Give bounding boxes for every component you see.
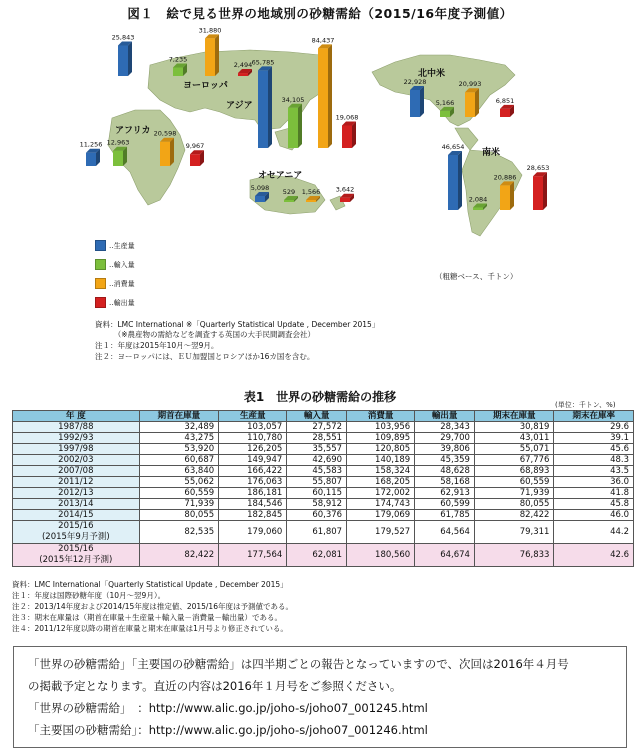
table-cell: 43,011 bbox=[474, 433, 553, 444]
table-cell: 36.0 bbox=[554, 477, 634, 488]
bar-south_america-exports bbox=[533, 172, 547, 210]
table-title: 表1 世界の砂糖需給の推移 bbox=[243, 390, 397, 404]
value-label-europe-production: 25,843 bbox=[111, 33, 135, 42]
table-cell: 80,055 bbox=[139, 510, 218, 521]
row-year: 2015/16 (2015年9月予測) bbox=[13, 521, 140, 544]
bar-south_america-consumption bbox=[500, 181, 514, 210]
table-cell: 158,324 bbox=[347, 466, 415, 477]
table-cell: 68,893 bbox=[474, 466, 553, 477]
row-year: 2015/16 (2015年12月予測) bbox=[13, 544, 140, 567]
bar-africa-imports bbox=[113, 147, 127, 166]
legend-imports-label: ‥輸入量 bbox=[109, 260, 135, 269]
table-row bbox=[13, 521, 634, 544]
bar-side bbox=[170, 138, 174, 166]
info-line-1: 「世界の砂糖需給」「主要国の砂糖需給」は四半期ごとの報告となっていますので、次回は2016年４月号 bbox=[28, 657, 569, 671]
table-cell: 62,913 bbox=[415, 488, 475, 499]
value-label-europe-exports: 2,494 bbox=[233, 61, 253, 70]
table-cell: 60,376 bbox=[287, 510, 347, 521]
bar-side bbox=[268, 66, 272, 148]
bar-front bbox=[113, 151, 123, 166]
bar-front bbox=[340, 198, 350, 202]
table-cell: 53,920 bbox=[139, 444, 218, 455]
table-row bbox=[13, 444, 634, 455]
table-note-3: 注３：期末在庫量は（期首在庫量＋生産量＋輸入量－消費量－輸出量）である。 bbox=[12, 613, 282, 622]
table-cell: 43,275 bbox=[139, 433, 218, 444]
figure-unit-note: （粗糖ベース、千トン） bbox=[435, 272, 518, 281]
bar-front bbox=[448, 155, 458, 210]
table-cell: 184,546 bbox=[219, 499, 287, 510]
table-row bbox=[13, 477, 634, 488]
value-label-asia-imports: 34,105 bbox=[281, 95, 305, 104]
table-note-1: 注１：年度は国際砂糖年度（10月～翌9月）。 bbox=[12, 591, 166, 600]
bar-asia-exports bbox=[342, 121, 356, 148]
row-year: 1997/98 bbox=[13, 444, 140, 455]
value-label-north_america-production: 22,928 bbox=[403, 77, 427, 86]
value-label-south_america-consumption: 20,886 bbox=[493, 173, 517, 182]
table-cell: 180,560 bbox=[347, 544, 415, 567]
table-cell: 172,002 bbox=[347, 488, 415, 499]
value-label-south_america-imports: 2,084 bbox=[468, 195, 488, 204]
table-cell: 110,780 bbox=[219, 433, 287, 444]
legend-consumption-label: ‥消費量 bbox=[109, 279, 135, 288]
table-cell: 29,700 bbox=[415, 433, 475, 444]
table-cell: 82,422 bbox=[474, 510, 553, 521]
region-label-europe: ヨーロッパ bbox=[183, 81, 228, 91]
table-cell: 39.1 bbox=[554, 433, 634, 444]
bar-front bbox=[205, 38, 215, 76]
table-cell: 79,311 bbox=[474, 521, 553, 544]
table-body bbox=[13, 422, 634, 567]
legend-production-label: ‥生産量 bbox=[109, 241, 135, 250]
bar-asia-consumption bbox=[318, 44, 332, 148]
bar-side bbox=[215, 34, 219, 76]
value-label-asia-consumption: 84,437 bbox=[311, 36, 335, 45]
bar-front bbox=[173, 67, 183, 76]
bar-front bbox=[160, 142, 170, 166]
bar-north_america-consumption bbox=[465, 88, 479, 117]
table-cell: 64,674 bbox=[415, 544, 475, 567]
value-label-africa-exports: 9,967 bbox=[185, 142, 205, 151]
table-cell: 60,687 bbox=[139, 455, 218, 466]
value-label-europe-imports: 7,235 bbox=[168, 55, 188, 64]
table-note-2: 注２：2013/14年度および2014/15年度は推定値、2015/16年度は予測値である。 bbox=[12, 602, 293, 611]
table-cell: 45.8 bbox=[554, 499, 634, 510]
table-cell: 32,489 bbox=[139, 422, 218, 433]
table-cell: 182,845 bbox=[219, 510, 287, 521]
legend-imports bbox=[95, 259, 135, 270]
table-cell: 82,422 bbox=[139, 544, 218, 567]
legend-production bbox=[95, 240, 135, 251]
table-cell: 28,343 bbox=[415, 422, 475, 433]
table-cell: 177,564 bbox=[219, 544, 287, 567]
table-cell: 168,205 bbox=[347, 477, 415, 488]
table-cell: 71,939 bbox=[139, 499, 218, 510]
value-label-oceania-exports: 3,642 bbox=[335, 185, 355, 194]
bar-side bbox=[510, 181, 514, 210]
bar-side bbox=[458, 151, 462, 210]
value-label-asia-production: 65,785 bbox=[251, 58, 275, 67]
table-cell: 63,840 bbox=[139, 466, 218, 477]
bar-front bbox=[500, 185, 510, 210]
bar-front bbox=[465, 92, 475, 117]
table-row bbox=[13, 499, 634, 510]
table-cell: 80,055 bbox=[474, 499, 553, 510]
value-label-north_america-consumption: 20,993 bbox=[458, 80, 482, 89]
figure-note-1: 注１：年度は2015年10月～翌9月。 bbox=[95, 341, 219, 350]
info-link-world[interactable]: 「世界の砂糖需給」 ：http://www.alic.go.jp/joho-s/joho07_001245.html bbox=[28, 701, 428, 715]
bar-north_america-production bbox=[410, 86, 424, 117]
bar-front bbox=[410, 90, 420, 117]
bar-front bbox=[318, 48, 328, 148]
bar-asia-production bbox=[258, 66, 272, 148]
legend-imports-swatch bbox=[95, 259, 106, 270]
table-cell: 62,081 bbox=[287, 544, 347, 567]
bar-side bbox=[420, 86, 424, 117]
table-cell: 149,947 bbox=[219, 455, 287, 466]
value-label-oceania-production: 5,098 bbox=[250, 183, 270, 192]
value-label-europe-consumption: 31,880 bbox=[198, 26, 222, 35]
bar-front bbox=[238, 73, 248, 76]
table-cell: 186,181 bbox=[219, 488, 287, 499]
bar-europe-production bbox=[118, 42, 132, 76]
table-cell: 42.6 bbox=[554, 544, 634, 567]
figure-title: 図１ 絵で見る世界の地域別の砂糖需給（2015/16年度予測値） bbox=[127, 6, 513, 21]
table-cell: 179,060 bbox=[219, 521, 287, 544]
table-cell: 42,690 bbox=[287, 455, 347, 466]
bar-africa-production bbox=[86, 149, 100, 166]
value-label-oceania-imports: 529 bbox=[282, 188, 296, 196]
table-row bbox=[13, 544, 634, 567]
table-cell: 82,535 bbox=[139, 521, 218, 544]
table-source: 資料：LMC International「Quarterly Statistical Update , December 2015」 bbox=[12, 580, 288, 589]
table-cell: 29.6 bbox=[554, 422, 634, 433]
row-year: 2014/15 bbox=[13, 510, 140, 521]
bar-front bbox=[306, 200, 316, 202]
bar-front bbox=[258, 70, 268, 148]
table-cell: 103,057 bbox=[219, 422, 287, 433]
legend-exports bbox=[95, 297, 135, 308]
table-cell: 48,628 bbox=[415, 466, 475, 477]
table-cell: 35,557 bbox=[287, 444, 347, 455]
legend-consumption bbox=[95, 278, 135, 289]
row-year: 2012/13 bbox=[13, 488, 140, 499]
sugar-supply-table bbox=[12, 410, 634, 567]
table-cell: 176,063 bbox=[219, 477, 287, 488]
info-box bbox=[13, 646, 627, 748]
legend-exports-swatch bbox=[95, 297, 106, 308]
table-cell: 45.6 bbox=[554, 444, 634, 455]
region-label-asia: アジア bbox=[226, 101, 253, 111]
table-cell: 55,807 bbox=[287, 477, 347, 488]
bar-side bbox=[475, 88, 479, 117]
legend-exports-label: ‥輸出量 bbox=[109, 298, 135, 307]
value-label-north_america-imports: 5,166 bbox=[435, 98, 455, 107]
value-label-oceania-consumption: 1,566 bbox=[301, 188, 321, 196]
figure-source-2: （※農産物の需給などを調査する英国の大手民間調査会社） bbox=[95, 330, 316, 339]
column-header: 期首在庫量 bbox=[139, 411, 218, 422]
bar-side bbox=[328, 44, 332, 148]
table-cell: 140,189 bbox=[347, 455, 415, 466]
bar-south_america-production bbox=[448, 151, 462, 210]
bar-front bbox=[473, 208, 483, 210]
bar-front bbox=[342, 125, 352, 148]
table-row bbox=[13, 455, 634, 466]
table-cell: 166,422 bbox=[219, 466, 287, 477]
row-year: 2013/14 bbox=[13, 499, 140, 510]
column-header: 期末在庫量 bbox=[474, 411, 553, 422]
legend-production-swatch bbox=[95, 240, 106, 251]
table-cell: 55,071 bbox=[474, 444, 553, 455]
table-cell: 44.2 bbox=[554, 521, 634, 544]
row-year: 2011/12 bbox=[13, 477, 140, 488]
bar-front bbox=[288, 108, 298, 148]
row-year: 2007/08 bbox=[13, 466, 140, 477]
table-unit: (単位：千トン、%) bbox=[555, 401, 616, 409]
region-label-africa: アフリカ bbox=[115, 126, 151, 136]
bar-front bbox=[284, 200, 294, 202]
row-year: 2002/03 bbox=[13, 455, 140, 466]
world-map-chart bbox=[0, 0, 640, 300]
value-label-africa-consumption: 20,598 bbox=[153, 129, 177, 138]
column-header: 生産量 bbox=[219, 411, 287, 422]
bar-front bbox=[118, 46, 128, 76]
table-cell: 67,776 bbox=[474, 455, 553, 466]
table-cell: 43.5 bbox=[554, 466, 634, 477]
table-cell: 48.3 bbox=[554, 455, 634, 466]
value-label-north_america-exports: 6,851 bbox=[495, 96, 515, 105]
info-link-major[interactable]: 「主要国の砂糖需給」：http://www.alic.go.jp/joho-s/joho07_001246.html bbox=[28, 723, 428, 737]
table-cell: 41.8 bbox=[554, 488, 634, 499]
value-label-africa-production: 11,256 bbox=[79, 140, 103, 149]
info-line-2: の掲載予定となります。直近の内容は2016年１月号をご参照ください。 bbox=[28, 679, 402, 693]
table-cell: 58,168 bbox=[415, 477, 475, 488]
column-header: 期末在庫率 bbox=[554, 411, 634, 422]
table-cell: 60,559 bbox=[474, 477, 553, 488]
table-row bbox=[13, 510, 634, 521]
bar-africa-exports bbox=[190, 150, 204, 166]
table-note-4: 注４：2011/12年度以降の期首在庫量と期末在庫量は1月号より修正されている。 bbox=[12, 624, 288, 633]
table-cell: 58,912 bbox=[287, 499, 347, 510]
table-cell: 45,583 bbox=[287, 466, 347, 477]
table-cell: 46.0 bbox=[554, 510, 634, 521]
legend-consumption-swatch bbox=[95, 278, 106, 289]
table-cell: 174,743 bbox=[347, 499, 415, 510]
bar-front bbox=[255, 196, 265, 202]
table-cell: 28,551 bbox=[287, 433, 347, 444]
value-label-south_america-exports: 28,653 bbox=[526, 164, 550, 173]
table-cell: 55,062 bbox=[139, 477, 218, 488]
value-label-africa-imports: 12,963 bbox=[106, 138, 130, 147]
bar-side bbox=[128, 42, 132, 76]
table-row bbox=[13, 466, 634, 477]
bar-front bbox=[440, 111, 450, 117]
bar-europe-consumption bbox=[205, 34, 219, 76]
row-year: 1992/93 bbox=[13, 433, 140, 444]
bar-side bbox=[543, 172, 547, 210]
table-cell: 60,559 bbox=[139, 488, 218, 499]
table-cell: 120,805 bbox=[347, 444, 415, 455]
bar-north_america-exports bbox=[500, 105, 514, 117]
table-cell: 61,785 bbox=[415, 510, 475, 521]
column-header: 輸出量 bbox=[415, 411, 475, 422]
table-cell: 27,572 bbox=[287, 422, 347, 433]
bar-side bbox=[352, 121, 356, 148]
region-label-north_america: 北中米 bbox=[418, 69, 446, 79]
bar-front bbox=[533, 176, 543, 210]
table-cell: 71,939 bbox=[474, 488, 553, 499]
bar-africa-consumption bbox=[160, 138, 174, 166]
table-cell: 60,115 bbox=[287, 488, 347, 499]
bar-asia-imports bbox=[288, 104, 302, 148]
table-header-row bbox=[13, 411, 634, 422]
column-header: 輸入量 bbox=[287, 411, 347, 422]
bar-front bbox=[86, 153, 96, 166]
region-label-south_america: 南米 bbox=[482, 148, 501, 158]
bar-front bbox=[500, 109, 510, 117]
region-label-oceania: オセアニア bbox=[258, 171, 303, 181]
table-row bbox=[13, 488, 634, 499]
table-cell: 60,599 bbox=[415, 499, 475, 510]
table-cell: 179,069 bbox=[347, 510, 415, 521]
table-cell: 64,564 bbox=[415, 521, 475, 544]
table-cell: 61,807 bbox=[287, 521, 347, 544]
table-cell: 126,205 bbox=[219, 444, 287, 455]
value-label-asia-exports: 19,068 bbox=[335, 113, 359, 122]
column-header: 年 度 bbox=[13, 411, 140, 422]
table-row bbox=[13, 433, 634, 444]
table-row bbox=[13, 422, 634, 433]
figure-note-2: 注２：ヨーロッパには、ＥＵ加盟国とロシアほか16カ国を含む。 bbox=[95, 352, 315, 361]
table-cell: 30,819 bbox=[474, 422, 553, 433]
figure-source-1: 資料：LMC International ※「Quarterly Statistical Update , December 2015」 bbox=[95, 320, 380, 329]
bar-oceania-exports bbox=[340, 194, 354, 202]
row-year: 1987/88 bbox=[13, 422, 140, 433]
column-header: 消費量 bbox=[347, 411, 415, 422]
table-cell: 109,895 bbox=[347, 433, 415, 444]
table-cell: 103,956 bbox=[347, 422, 415, 433]
table-cell: 76,833 bbox=[474, 544, 553, 567]
table-cell: 39,806 bbox=[415, 444, 475, 455]
table-cell: 179,527 bbox=[347, 521, 415, 544]
table-cell: 45,359 bbox=[415, 455, 475, 466]
bar-front bbox=[190, 154, 200, 166]
bar-side bbox=[298, 104, 302, 148]
value-label-south_america-production: 46,654 bbox=[441, 142, 465, 151]
